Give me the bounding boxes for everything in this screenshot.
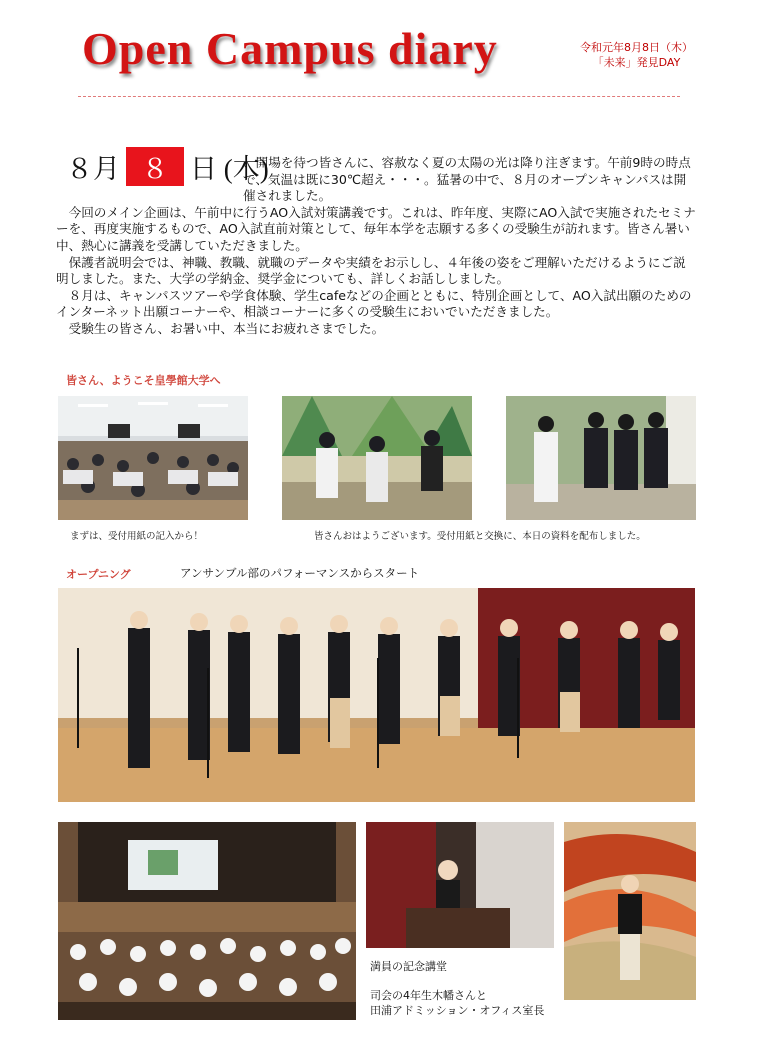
reception-photo (282, 396, 472, 520)
event-date-line: 令和元年8月8日（木） (580, 41, 693, 54)
caption-mc (370, 988, 544, 1018)
paragraph-closing: 受験生の皆さん、お暑い中、本当にお疲れさまでした。 (68, 320, 385, 336)
lecture-hall-photo (58, 822, 356, 1020)
caption-reception-form: まずは、受付用紙の記入から！ (70, 531, 204, 542)
paragraph-ao-lecture: 今回のメイン企画は、午前中に行うAO入試対策講義です。これは、昨年度、実際にAO入試で実施されたセミナーを、再度実施するもので、AO入試直前対策として、毎年本学を志願する多くの受験生が訪れます。皆さん暑い中、熱心に講義を受講していただきました。 (56, 204, 696, 253)
paragraph-events: ８月は、キャンパスツアーや学食体験、学生cafeなどの企画とともに、特別企画として、AO入試出願のためのインターネット出願コーナーや、相談コーナーに多くの受験生においでいただきました。 (56, 287, 692, 320)
event-date (580, 40, 693, 70)
office-director-photo (564, 822, 696, 1000)
ensemble-performance-photo (58, 588, 695, 802)
handout-photo (506, 396, 696, 520)
paragraph-parents: 保護者説明会では、神職、教職、就職のデータや実績をお示しし、４年後の姿をご理解いただけるようにご説明しました。また、大学の学納金、奨学金についても、詳しくお話ししました。 (56, 254, 686, 287)
classroom-photo (58, 396, 248, 520)
date-weekday: 日 (木) (190, 154, 269, 184)
caption-full-hall: 満員の記念講堂 (370, 960, 447, 973)
date-month: ８月 (66, 154, 120, 184)
caption-mc-student: 司会の4年生木幡さんと (370, 989, 487, 1002)
opening-section-label: オープニング (66, 568, 131, 581)
mc-student-photo (366, 822, 554, 948)
caption-materials: 皆さんおはようございます。受付用紙と交換に、本日の資料を配布しました。 (314, 531, 646, 542)
page-title: Open Campus diary (82, 23, 498, 74)
report-body (56, 155, 696, 338)
caption-mc-director: 田浦アドミッション・オフィス室長 (370, 1004, 545, 1017)
welcome-section-label: 皆さん、ようこそ皇學館大学へ (66, 374, 221, 387)
date-day-badge: ８ (126, 147, 184, 186)
opening-description: アンサンブル部のパフォーマンスからスタート (180, 566, 420, 580)
paragraph-opening: 、開場を待つ皆さんに、容赦なく夏の太陽の光は降り注ぎます。午前9時の時点で、気温は既に30℃超え・・・。猛暑の中で、８月のオープンキャンパスは開催されました。 (243, 155, 691, 204)
event-name-line: 「未来」発見DAY (592, 56, 681, 69)
header-divider (78, 96, 680, 97)
